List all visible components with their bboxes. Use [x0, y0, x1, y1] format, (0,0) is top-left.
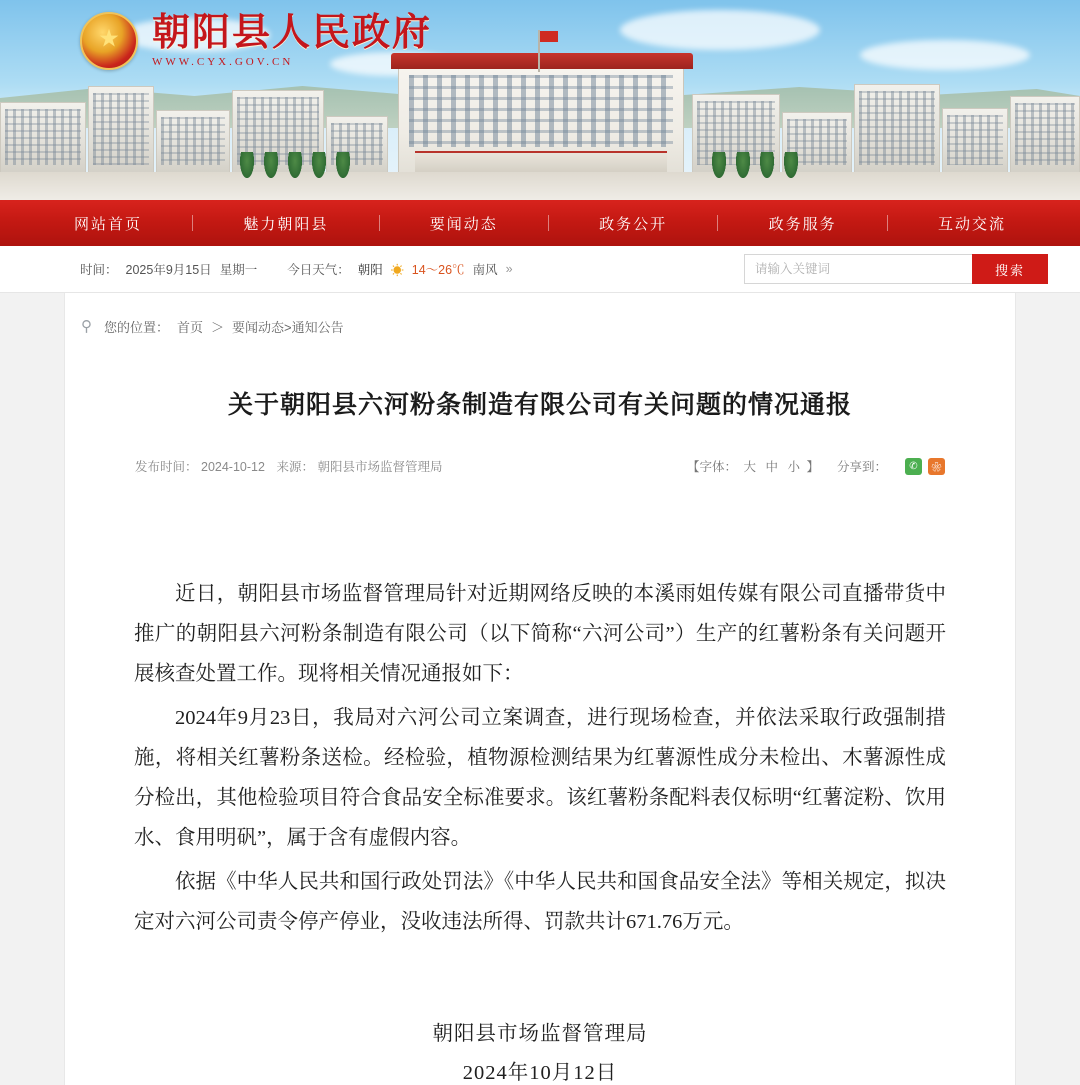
nav-item-government-disclosure[interactable]: 政务公开	[599, 215, 668, 233]
article-meta-left	[135, 457, 442, 475]
weather-label: 今日天气：	[287, 263, 350, 277]
search-bar	[744, 254, 1048, 284]
building-roof	[391, 53, 693, 69]
building-decoration	[942, 108, 1008, 174]
share-icon-group	[905, 458, 945, 475]
page-title: 关于朝阳县六河粉条制造有限公司有关问题的情况通报	[227, 392, 852, 419]
tree-decoration	[312, 152, 326, 178]
time-label: 时间：	[80, 263, 118, 277]
building-decoration	[1010, 96, 1080, 174]
source-value: 朝阳县市场监督管理局	[317, 460, 443, 474]
building-decoration	[854, 84, 940, 174]
publish-time-label: 发布时间：	[135, 460, 198, 474]
nav-item-interaction[interactable]: 互动交流	[937, 215, 1006, 233]
nav-separator	[887, 215, 888, 231]
signature-date: 2024年10月12日	[462, 1061, 618, 1084]
font-size-switcher	[687, 457, 819, 475]
site-brand[interactable]	[80, 12, 432, 70]
article-paragraph: 2024年9月23日，我局对六河公司立案调查，进行现场检查，并依法采取行政强制措施，将相关红薯粉条送检。经检验，植物源检测结果为红薯源性成分未检出、木薯源性成分检出，其他检验项目符合食品安全标准要求。该红薯粉条配料表仅标明“红薯淀粉、饮用水、食用明矾”，属于含有虚假内容。	[134, 706, 946, 849]
current-weekday: 星期一	[219, 263, 258, 277]
nav-item-charming-chaoyang[interactable]: 魅力朝阳县	[243, 215, 329, 233]
font-size-small-button[interactable]: 小	[787, 460, 800, 474]
info-bar	[0, 246, 1080, 293]
weather-temperature: 14～26℃	[411, 263, 465, 277]
tree-decoration	[264, 152, 278, 178]
national-emblem-icon	[80, 12, 138, 70]
government-building-illustration	[398, 66, 684, 178]
publish-time-value: 2024-10-12	[201, 460, 265, 474]
article-meta	[135, 457, 945, 475]
nav-separator	[548, 215, 549, 231]
article-body	[134, 575, 946, 943]
font-size-large-button[interactable]: 大	[743, 460, 756, 474]
font-size-medium-button[interactable]: 中	[765, 460, 778, 474]
building-windows	[409, 75, 673, 147]
breadcrumb	[65, 293, 1015, 336]
weather-city: 朝阳	[357, 263, 383, 277]
article-paragraph: 近日，朝阳县市场监督管理局针对近期网络反映的本溪雨姐传媒有限公司直播带货中推广的朝阳县六河粉条制造有限公司（以下简称“六河公司”）生产的红薯粉条有关问题开展核查处置工作。现将相关情况通报如下：	[134, 583, 946, 685]
source-label: 来源：	[276, 460, 314, 474]
breadcrumb-home-link[interactable]: 首页	[177, 320, 204, 335]
location-pin-icon: ⚲	[81, 318, 92, 335]
article-signature	[134, 1015, 946, 1085]
main-navigation	[0, 200, 1080, 246]
cloud-decoration	[860, 40, 1030, 70]
search-input[interactable]	[744, 254, 972, 284]
info-bar-left	[80, 260, 513, 279]
tree-decoration	[288, 152, 302, 178]
plaza-decoration	[0, 172, 1080, 200]
flag-decoration	[540, 31, 558, 42]
current-date: 2025年9月15日	[125, 263, 212, 277]
brand-text	[152, 14, 432, 68]
signature-organization: 朝阳县市场监督管理局	[432, 1022, 648, 1045]
header-banner	[0, 0, 1080, 200]
building-decoration	[88, 86, 154, 174]
nav-separator	[192, 215, 193, 231]
nav-item-news[interactable]: 要闻动态	[429, 215, 498, 233]
content-area	[0, 293, 1080, 1085]
article-paragraph: 依据《中华人民共和国行政处罚法》《中华人民共和国食品安全法》等相关规定，拟决定对六河公司责令停产停业，没收违法所得、罚款共计671.76万元。	[134, 870, 946, 933]
building-decoration	[156, 110, 230, 174]
nav-separator	[717, 215, 718, 231]
breadcrumb-separator: ＞	[211, 320, 225, 335]
site-title: 朝阳县人民政府	[152, 12, 433, 55]
font-size-label-left: 【字体：	[686, 460, 737, 474]
tree-decoration	[784, 152, 798, 178]
wechat-icon[interactable]: ✆	[905, 458, 922, 475]
tree-decoration	[736, 152, 750, 178]
site-domain: WWW.CYX.GOV.CN	[152, 55, 294, 68]
weibo-icon[interactable]: ❀	[928, 458, 945, 475]
tree-decoration	[240, 152, 254, 178]
tree-decoration	[760, 152, 774, 178]
article-meta-right	[687, 457, 945, 475]
article-paper	[64, 293, 1016, 1085]
chevron-right-icon[interactable]: »	[505, 262, 513, 276]
nav-item-home[interactable]: 网站首页	[74, 215, 143, 233]
tree-decoration	[336, 152, 350, 178]
building-decoration	[0, 102, 86, 174]
search-button[interactable]: 搜索	[972, 254, 1048, 284]
emblem-star: ★	[99, 27, 119, 50]
share-label: 分享到：	[836, 460, 887, 474]
breadcrumb-channel-link[interactable]: 要闻动态>通知公告	[232, 320, 344, 335]
font-size-label-right: 】	[806, 460, 819, 474]
cloud-decoration	[620, 10, 820, 50]
breadcrumb-label: 您的位置：	[104, 320, 170, 335]
nav-item-government-services[interactable]: 政务服务	[768, 215, 837, 233]
nav-inner	[40, 209, 1040, 238]
weather-wind: 南风	[472, 263, 498, 277]
nav-separator	[379, 215, 380, 231]
sun-cloud-icon: ☀	[390, 262, 404, 278]
tree-decoration	[712, 152, 726, 178]
